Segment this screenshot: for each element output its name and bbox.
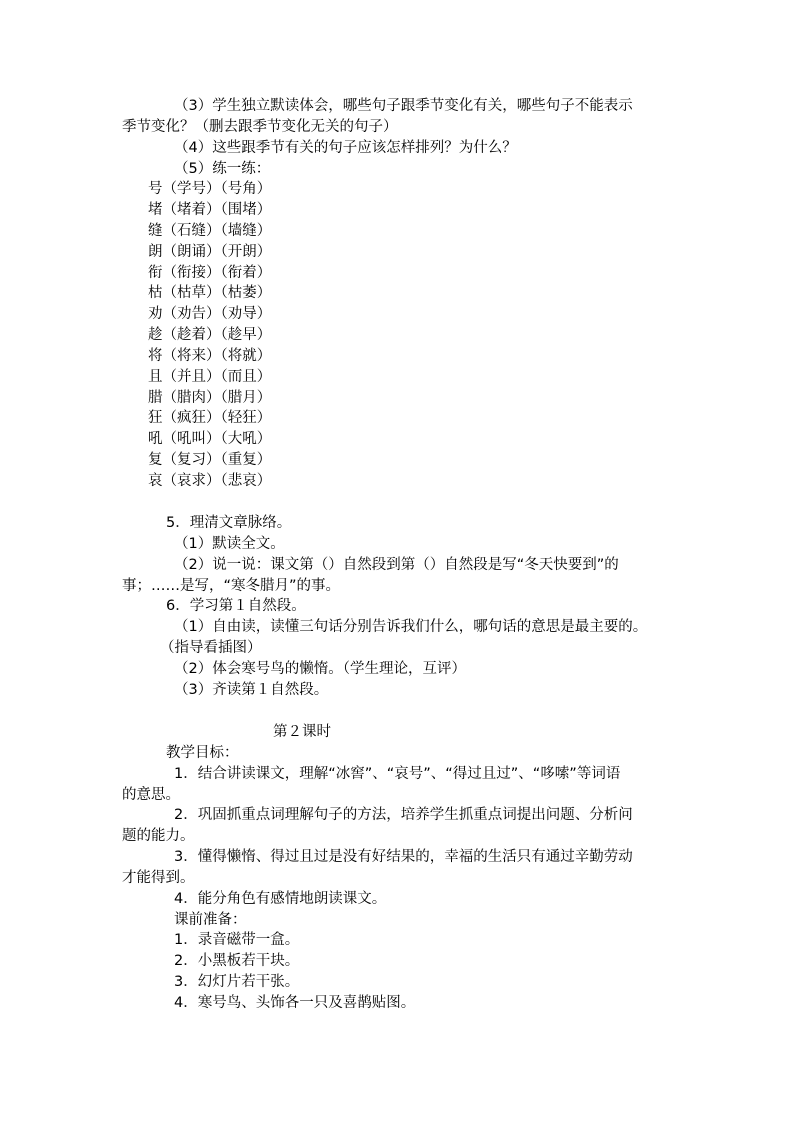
section-6-item-3: （3）齐读第１自然段。 [174, 682, 329, 698]
section-5-item-2-line-1: （2）说一说：课文第（）自然段到第（）自然段是写“冬天快要到”的 [174, 557, 619, 573]
section-6-item-1-line-2: （指导看插图） [160, 640, 262, 656]
teaching-goals-label: 教学目标： [166, 745, 239, 761]
practice-item: 将（将来）（将就） [148, 348, 272, 364]
lesson-2-heading: 第２课时 [273, 724, 331, 740]
section-6-item-2: （2）体会寒号鸟的懒惰。（学生理论，互评） [174, 661, 466, 677]
question-5: （5）练一练： [174, 161, 271, 177]
preparation-item-2: 2．小黑板若干块。 [174, 953, 300, 969]
practice-item: 复（复习）（重复） [148, 452, 272, 468]
question-3-line-2: 季节变化？（删去跟季节变化无关的句子） [122, 119, 398, 135]
section-5-item-2-line-2: 事；……是写，“寒冬腊月”的事。 [122, 578, 341, 594]
practice-item: 号（学号）（号角） [148, 181, 272, 197]
practice-item: 劝（劝告）（劝导） [148, 306, 272, 322]
practice-item: 枯（枯草）（枯萎） [148, 285, 272, 301]
preparation-item-3: 3．幻灯片若干张。 [174, 974, 300, 990]
question-3-line-1: （3）学生独立默读体会，哪些句子跟季节变化有关，哪些句子不能表示 [174, 98, 633, 114]
preparation-label: 课前准备： [174, 912, 247, 928]
goal-3-line-2: 才能得到。 [122, 870, 195, 886]
section-6-item-1-line-1: （1）自由读，读懂三句话分别告诉我们什么，哪句话的意思是最主要的。 [174, 619, 648, 635]
practice-item: 堵（堵着）（围堵） [148, 202, 272, 218]
goal-2-line-2: 题的能力。 [122, 828, 195, 844]
section-5-item-1: （1）默读全文。 [174, 536, 285, 552]
question-4: （4）这些跟季节有关的句子应该怎样排列？为什么？ [174, 140, 517, 156]
practice-item: 缝（石缝）（墙缝） [148, 223, 272, 239]
practice-item: 腊（腊肉）（腊月） [148, 390, 272, 406]
practice-item: 且（并且）（而且） [148, 369, 272, 385]
goal-4: 4．能分角色有感情地朗读课文。 [174, 891, 387, 907]
practice-item: 哀（哀求）（悲哀） [148, 473, 272, 489]
preparation-item-4: 4．寒号鸟、头饰各一只及喜鹊贴图。 [174, 995, 416, 1011]
practice-item: 趁（趁着）（趁早） [148, 327, 272, 343]
preparation-item-1: 1．录音磁带一盒。 [174, 932, 300, 948]
practice-item: 衔（衔接）（衔着） [148, 265, 272, 281]
section-5-title: 5．理清文章脉络。 [166, 515, 292, 531]
practice-item: 朗（朗诵）（开朗） [148, 244, 272, 260]
practice-item: 吼（吼叫）（大吼） [148, 431, 272, 447]
goal-1-line-1: 1．结合讲读课文，理解“冰窖”、“哀号”、“得过且过”、“哆嗦”等词语 [174, 766, 621, 782]
goal-3-line-1: 3．懂得懒惰、得过且过是没有好结果的，幸福的生活只有通过辛勤劳动 [174, 849, 633, 865]
practice-item: 狂（疯狂）（轻狂） [148, 410, 272, 426]
section-6-title: 6．学习第１自然段。 [166, 598, 306, 614]
goal-2-line-1: 2．巩固抓重点词理解句子的方法，培养学生抓重点词提出问题、分析问 [174, 807, 633, 823]
goal-1-line-2: 的意思。 [122, 787, 180, 803]
